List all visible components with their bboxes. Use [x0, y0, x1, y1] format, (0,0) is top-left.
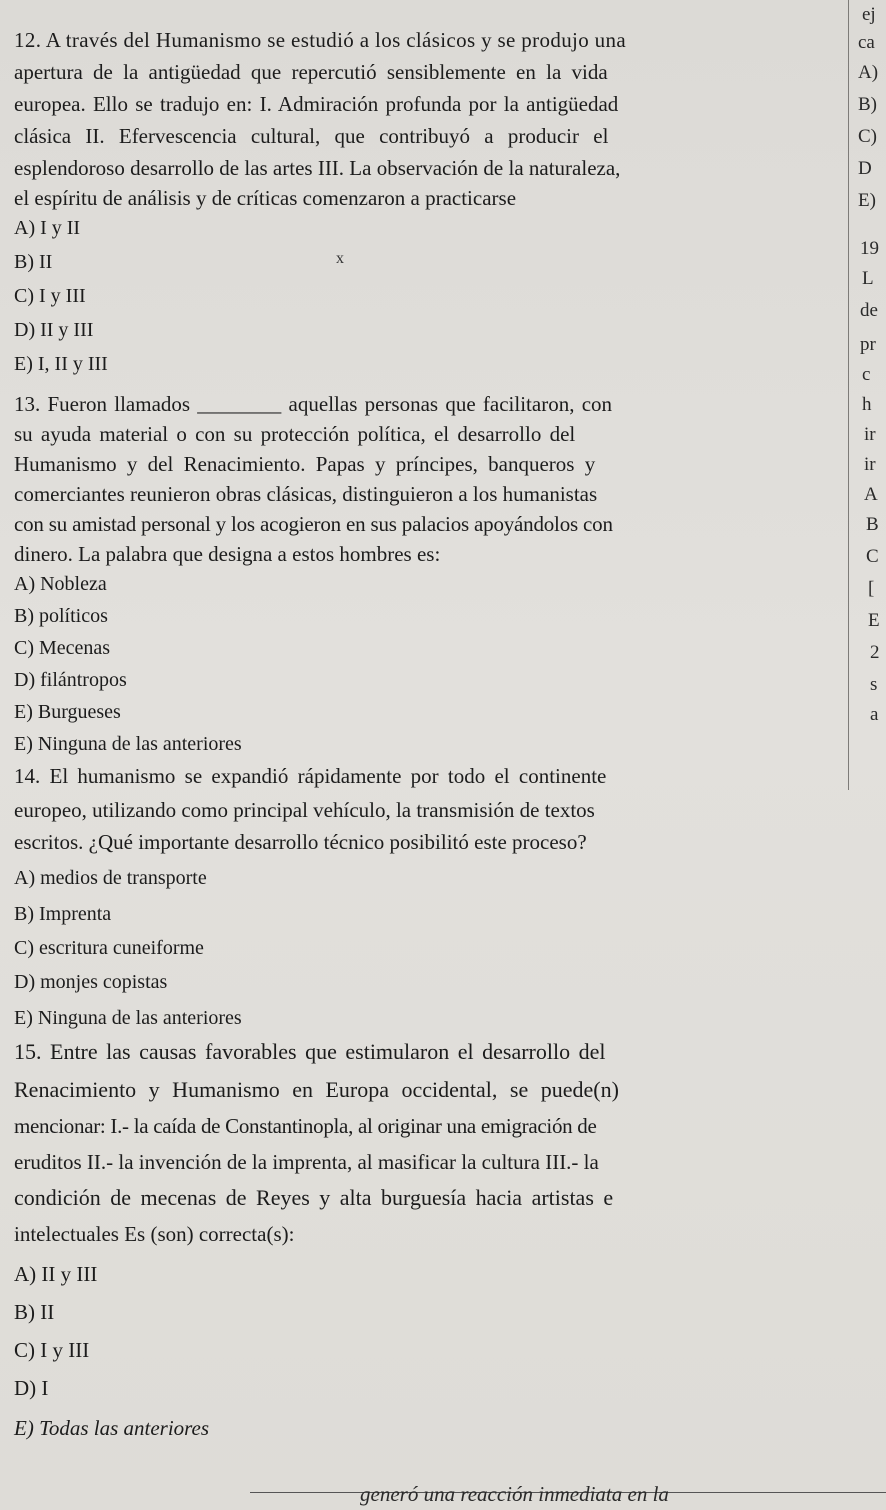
q12-line-3: europea. Ello se tradujo en: I. Admiración profunda por la antigüedad	[14, 92, 619, 116]
q15-option-b: B) II	[14, 1300, 55, 1324]
q13-option-d: D) filántropos	[14, 669, 127, 691]
q13-option-e-none: E) Ninguna de las anteriores	[14, 733, 242, 755]
q15-option-d: D) I	[14, 1376, 49, 1400]
q14-line-2: europeo, utilizando como principal vehículo, la transmisión de textos	[14, 798, 595, 822]
q12-option-c: C) I y III	[14, 285, 86, 307]
q14-option-a: A) medios de transporte	[14, 867, 207, 889]
q13-line-3: Humanismo y del Renacimiento. Papas y príncipes, banqueros y	[14, 452, 596, 476]
right-fragment: a	[870, 704, 879, 725]
q15-option-a: A) II y III	[14, 1262, 98, 1286]
q12-line-6: el espíritu de análisis y de críticas comenzaron a practicarse	[14, 186, 517, 210]
q13-option-e: E) Burgueses	[14, 701, 121, 723]
q12-option-e: E) I, II y III	[14, 353, 108, 375]
column-divider	[848, 0, 849, 790]
q13-option-b: B) políticos	[14, 605, 108, 627]
q13-option-a: A) Nobleza	[14, 573, 107, 595]
right-fragment: c	[862, 364, 871, 385]
right-fragment: ir	[864, 424, 876, 445]
right-fragment: pr	[860, 334, 876, 355]
q14-option-c: C) escritura cuneiforme	[14, 937, 204, 959]
right-fragment: 19	[860, 238, 879, 259]
q14-line-3: escritos. ¿Qué importante desarrollo técnico posibilitó este proceso?	[14, 830, 587, 854]
right-fragment: A	[864, 484, 878, 505]
right-fragment: ir	[864, 454, 876, 475]
right-fragment: h	[862, 394, 872, 415]
q14-option-b: B) Imprenta	[14, 903, 112, 925]
q13-option-c: C) Mecenas	[14, 637, 111, 659]
right-fragment: D	[858, 158, 872, 179]
q15-line-6: intelectuales Es (son) correcta(s):	[14, 1222, 295, 1246]
right-fragment: 2	[870, 642, 880, 663]
right-fragment: s	[870, 674, 878, 695]
pencil-mark: x	[336, 250, 344, 267]
right-fragment: ca	[858, 32, 875, 53]
q12-option-a: A) I y II	[14, 217, 81, 239]
right-fragment: de	[860, 300, 878, 321]
right-fragment: A)	[858, 62, 879, 83]
right-fragment: L	[862, 268, 874, 289]
right-fragment: E)	[858, 190, 876, 211]
q13-line-1: 13. Fueron llamados ________ aquellas personas que facilitaron, con	[14, 392, 613, 416]
q14-option-e: E) Ninguna de las anteriores	[14, 1007, 242, 1029]
q15-option-c: C) I y III	[14, 1338, 90, 1362]
right-fragment: C)	[858, 126, 877, 147]
q12-line-4: clásica II. Efervescencia cultural, que contribuyó a producir el	[14, 124, 609, 148]
q15-line-1: 15. Entre las causas favorables que estimularon el desarrollo del	[14, 1039, 606, 1064]
q14-option-d: D) monjes copistas	[14, 971, 168, 993]
q15-line-3: mencionar: I.- la caída de Constantinopla, al originar una emigración de	[14, 1114, 597, 1138]
q13-line-5: con su amistad personal y los acogieron en sus palacios apoyándolos con	[14, 512, 613, 536]
right-fragment: B)	[858, 94, 877, 115]
right-fragment: C	[866, 546, 879, 567]
q14-line-1: 14. El humanismo se expandió rápidamente por todo el continente	[14, 764, 607, 788]
q12-line-2: apertura de la antigüedad que repercutió sensiblemente en la vida	[14, 60, 608, 84]
q12-line-5: esplendoroso desarrollo de las artes III. La observación de la naturaleza,	[14, 156, 621, 180]
q13-line-6: dinero. La palabra que designa a estos hombres es:	[14, 542, 441, 566]
q15-option-e: E) Todas las anteriores	[14, 1416, 210, 1440]
right-fragment: E	[868, 610, 880, 631]
q15-line-4: eruditos II.- la invención de la imprenta, al masificar la cultura III.- la	[14, 1150, 599, 1174]
q12-line-1: 12. A través del Humanismo se estudió a los clásicos y se produjo una	[14, 28, 627, 52]
right-fragment: [	[868, 578, 875, 599]
right-fragment: ej	[862, 4, 876, 25]
q12-option-b: B) II	[14, 251, 53, 273]
q13-line-4: comerciantes reunieron obras clásicas, distinguieron a los humanistas	[14, 482, 598, 506]
q13-line-2: su ayuda material o con su protección política, el desarrollo del	[14, 422, 576, 446]
q15-line-2: Renacimiento y Humanismo en Europa occidental, se puede(n)	[14, 1077, 619, 1102]
q15-line-5: condición de mecenas de Reyes y alta burguesía hacia artistas e	[14, 1185, 614, 1210]
bottom-fragment: generó una reacción inmediata en la	[360, 1482, 669, 1506]
right-fragment: B	[866, 514, 879, 535]
q12-option-d: D) II y III	[14, 319, 94, 341]
